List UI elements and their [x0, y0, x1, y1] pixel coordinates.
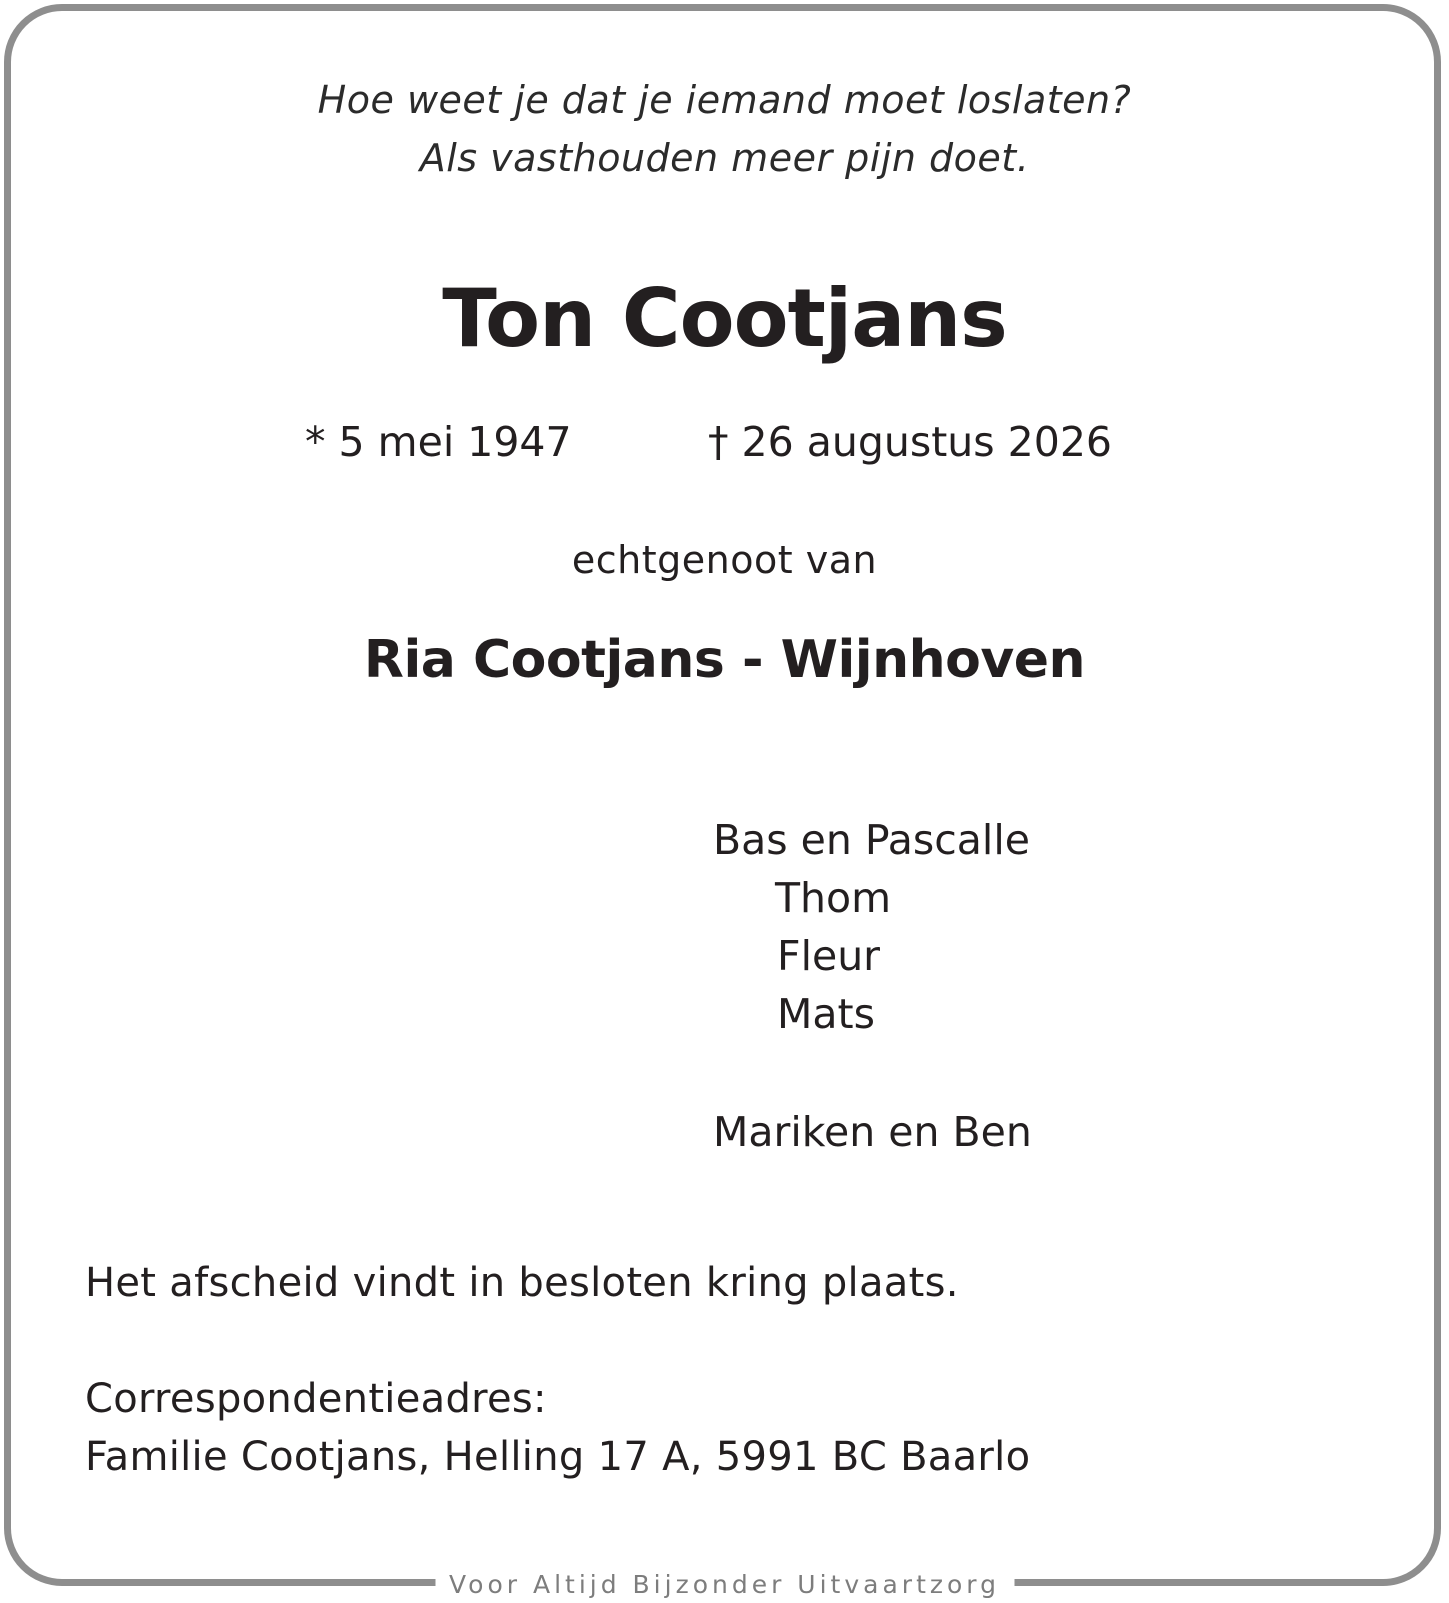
farewell-text: Het afscheid vindt in besloten kring plaats.	[85, 1260, 959, 1306]
death-date: † 26 augustus 2026	[708, 418, 1113, 466]
grandchild-name: Mats	[777, 990, 875, 1038]
grandchild-name: Fleur	[777, 932, 881, 980]
quote-line-1: Hoe weet je dat je iemand moet loslaten?	[317, 78, 1132, 122]
quote-line-2: Als vasthouden meer pijn doet.	[419, 136, 1030, 180]
deceased-name: Ton Cootjans	[442, 272, 1007, 365]
spouse-name: Ria Cootjans - Wijnhoven	[363, 630, 1086, 690]
grandchild-name: Thom	[775, 874, 892, 922]
correspondence-label: Correspondentieadres:	[85, 1376, 547, 1422]
announcement-card	[4, 4, 1441, 1586]
spouse-label: echtgenoot van	[571, 538, 878, 582]
child-family-1: Bas en Pascalle	[713, 816, 1030, 864]
correspondence-address: Familie Cootjans, Helling 17 A, 5991 BC Baarlo	[85, 1434, 1031, 1480]
footer-funeral-service: Voor Altijd Bijzonder Uitvaartzorg	[435, 1567, 1014, 1603]
birth-date: * 5 mei 1947	[305, 418, 572, 466]
child-family-2: Mariken en Ben	[713, 1108, 1032, 1156]
